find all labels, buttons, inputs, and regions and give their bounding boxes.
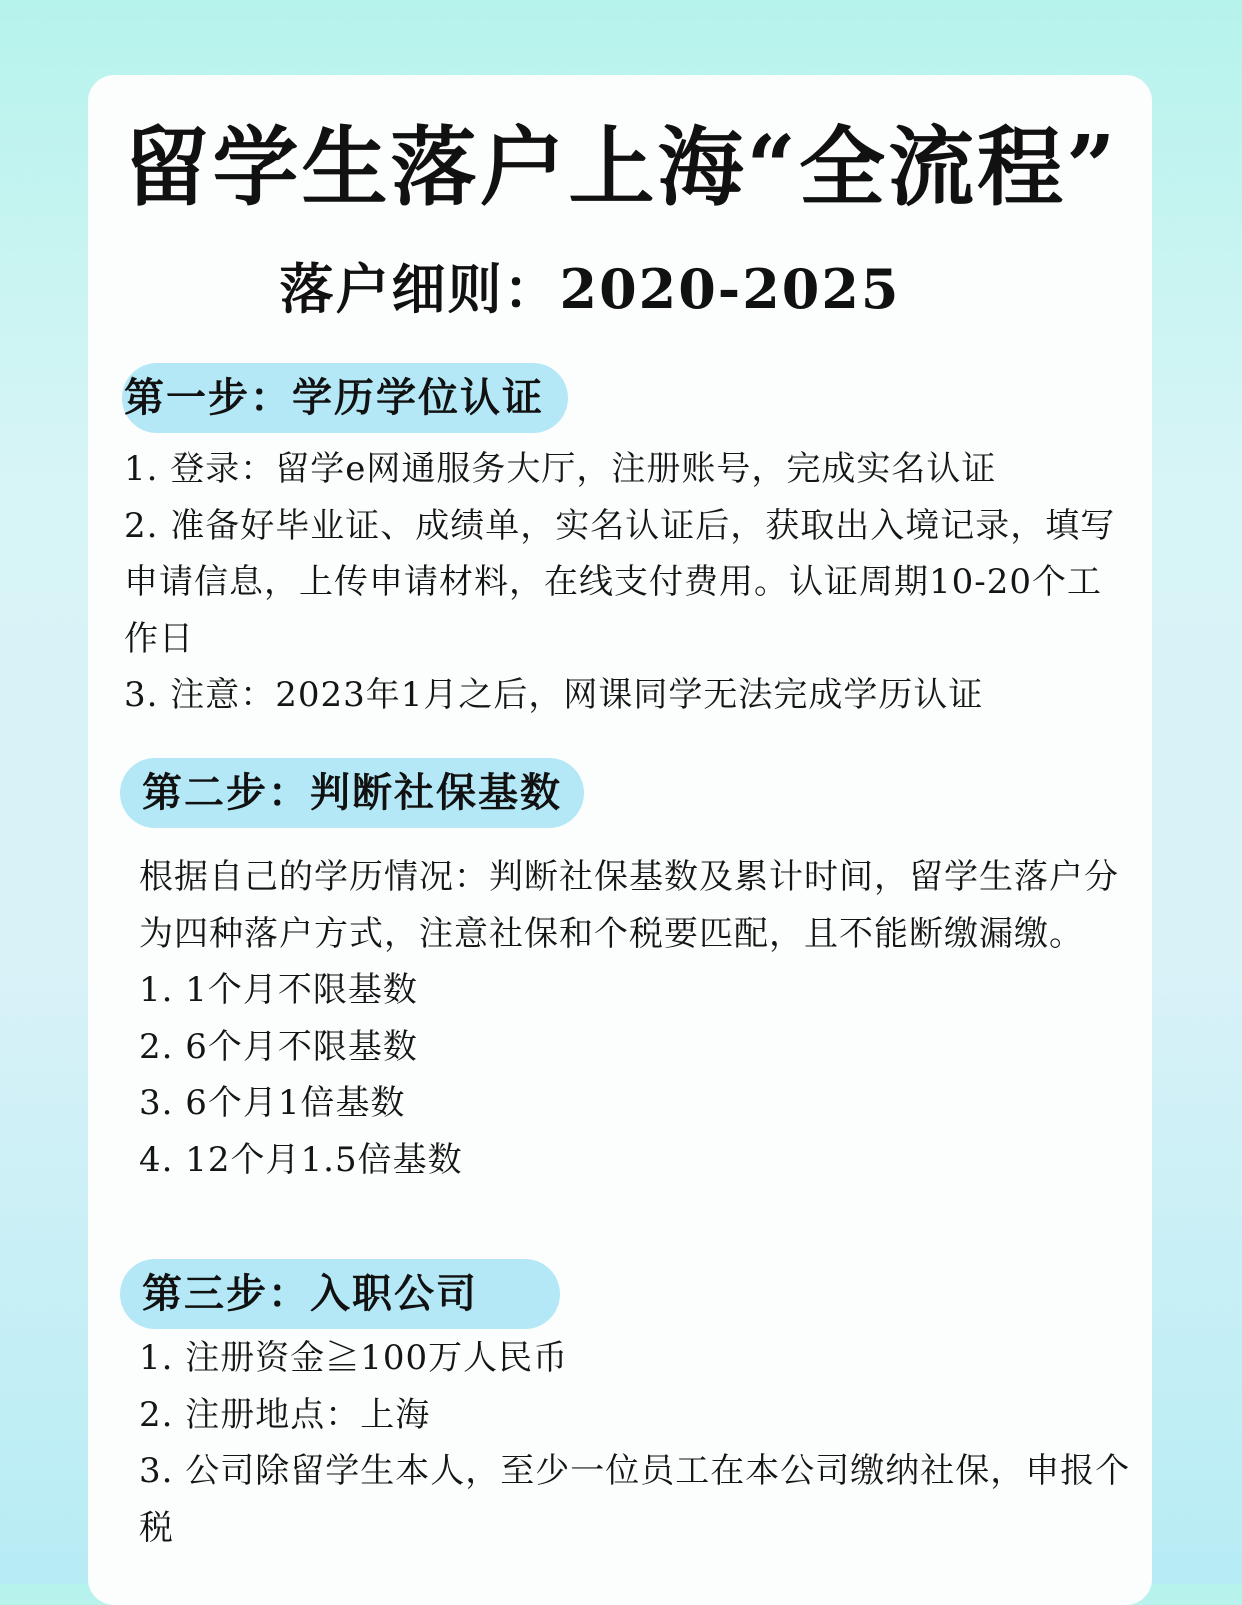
page-subtitle: 落户细则：2020-2025 (279, 257, 901, 321)
step-3-content (139, 1330, 1134, 1556)
step-1-content (124, 441, 1124, 724)
step-1-item: 1. 登录：留学e网通服务大厅，注册账号，完成实名认证 (124, 449, 997, 489)
step-1-item: 3. 注意：2023年1月之后，网课同学无法完成学历认证 (124, 675, 984, 715)
step-3-item: 2. 注册地点：上海 (139, 1394, 431, 1435)
step-3-heading: 第三步：入职公司 (120, 1259, 560, 1329)
step-1-heading: 第一步：学历学位认证 (122, 363, 568, 433)
step-2-heading: 第二步：判断社保基数 (120, 758, 584, 828)
step-3-item: 1. 注册资金≧100万人民币 (139, 1338, 569, 1378)
step-2-content (139, 849, 1134, 1188)
step-2-item: 1. 1个月不限基数 (139, 970, 418, 1010)
step-2-item: 4. 12个月1.5倍基数 (139, 1139, 463, 1180)
step-1-item: 2. 准备好毕业证、成绩单，实名认证后，获取出入境记录，填写申请信息，上传申请材料，在线支付费用。认证周期10-20个工作日 (124, 505, 1116, 659)
step-2-item: 3. 6个月1倍基数 (139, 1083, 406, 1123)
step-2-item: 2. 6个月不限基数 (139, 1026, 418, 1067)
step-3-item: 3. 公司除留学生本人，至少一位员工在本公司缴纳社保，申报个税 (139, 1451, 1131, 1548)
step-2-item: 根据自己的学历情况：判断社保基数及累计时间，留学生落户分为四种落户方式，注意社保和个税要匹配，且不能断缴漏缴。 (139, 857, 1119, 954)
page-title: 留学生落户上海“全流程” (123, 117, 1119, 218)
